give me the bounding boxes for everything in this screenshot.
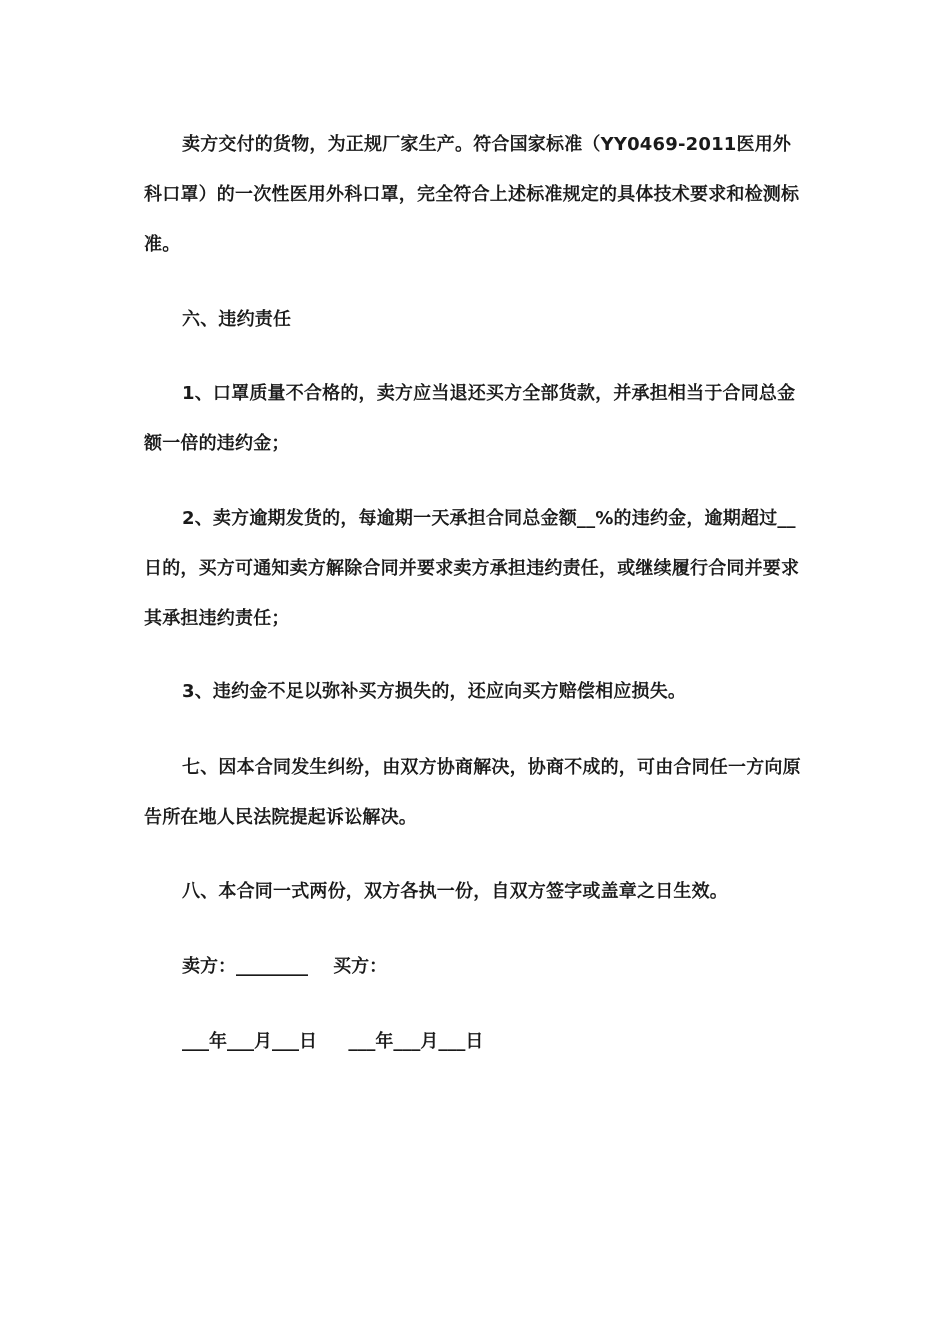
clause-2-paragraph: 2、卖方逾期发货的，每逾期一天承担合同总金额__%的违约金，逾期超过__日的，买方可通知卖方解除合同并要求卖方承担违约责任，或继续履行合同并要求其承担违约责任；	[144, 508, 800, 629]
clause-3-paragraph: 3、违约金不足以弥补买方损失的，还应向买方赔偿相应损失。	[182, 681, 687, 702]
date-line: ___年___月___日 ___年___月___日	[182, 1031, 484, 1052]
quality-standard-paragraph: 卖方交付的货物，为正规厂家生产。符合国家标准（YY0469-2011医用外科口罩）的一次性医用外科口罩，完全符合上述标准规定的具体技术要求和检测标准。	[144, 134, 800, 255]
section-8-paragraph: 八、本合同一式两份，双方各执一份，自双方签字或盖章之日生效。	[182, 881, 728, 902]
signature-line: 卖方：________ 买方：	[182, 956, 388, 977]
section-6-heading: 六、违约责任	[182, 309, 292, 330]
section-7-paragraph: 七、因本合同发生纠纷，由双方协商解决，协商不成的，可由合同任一方向原告所在地人民法院提起诉讼解决。	[144, 757, 801, 828]
clause-1-paragraph: 1、口罩质量不合格的，卖方应当退还买方全部货款，并承担相当于合同总金额一倍的违约金；	[144, 383, 796, 454]
